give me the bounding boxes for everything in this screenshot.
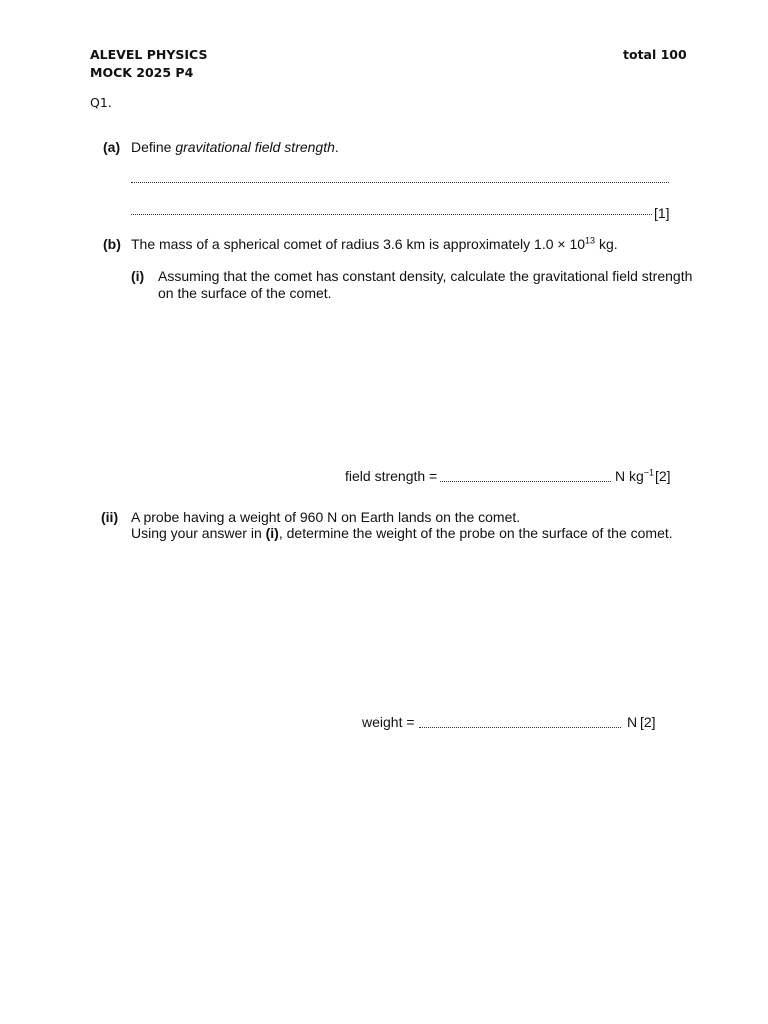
weight-answer-line[interactable] [419,727,621,728]
part-a-question: Define gravitational field strength. [131,139,339,155]
answer-line[interactable] [131,214,652,215]
part-b-ii-question-line1: A probe having a weight of 960 N on Earth lands on the comet. [131,509,521,525]
part-b-question: The mass of a spherical comet of radius 3.6 km is approximately $1.0 \times 10^{13}$ kg. [131,235,618,252]
part-b-i-question-line1: Assuming that the comet has constant density, calculate the gravitational field strength [158,268,693,284]
document-title: ALEVEL PHYSICS [90,47,208,62]
part-b-ii-label: (ii) [101,509,119,525]
field-strength-label: field strength = [345,468,438,484]
weight-label: weight = [362,714,415,730]
part-b-label: (b) [103,236,121,252]
part-b-ii-marks: [2] [640,714,656,730]
total-marks: total 100 [623,47,687,62]
weight-unit: N [627,714,638,730]
part-b-i-marks: [2] [655,468,671,484]
part-a-label: (a) [103,139,121,155]
part-a-term: gravitational field strength [175,139,335,155]
question-number: Q1. [90,95,112,110]
part-b-ii-question-line2: Using your answer in (i), determine the weight of the probe on the surface of the comet. [131,525,673,541]
part-b-i-question-line2: on the surface of the comet. [158,285,332,301]
part-b-i-label: (i) [131,268,145,284]
field-strength-answer-line[interactable] [440,481,611,482]
part-a-marks: [1] [654,205,670,221]
field-strength-unit: N $kg^{-1}$ [615,467,655,484]
document-subtitle: MOCK 2025 P4 [90,65,194,80]
answer-line[interactable] [131,182,669,183]
